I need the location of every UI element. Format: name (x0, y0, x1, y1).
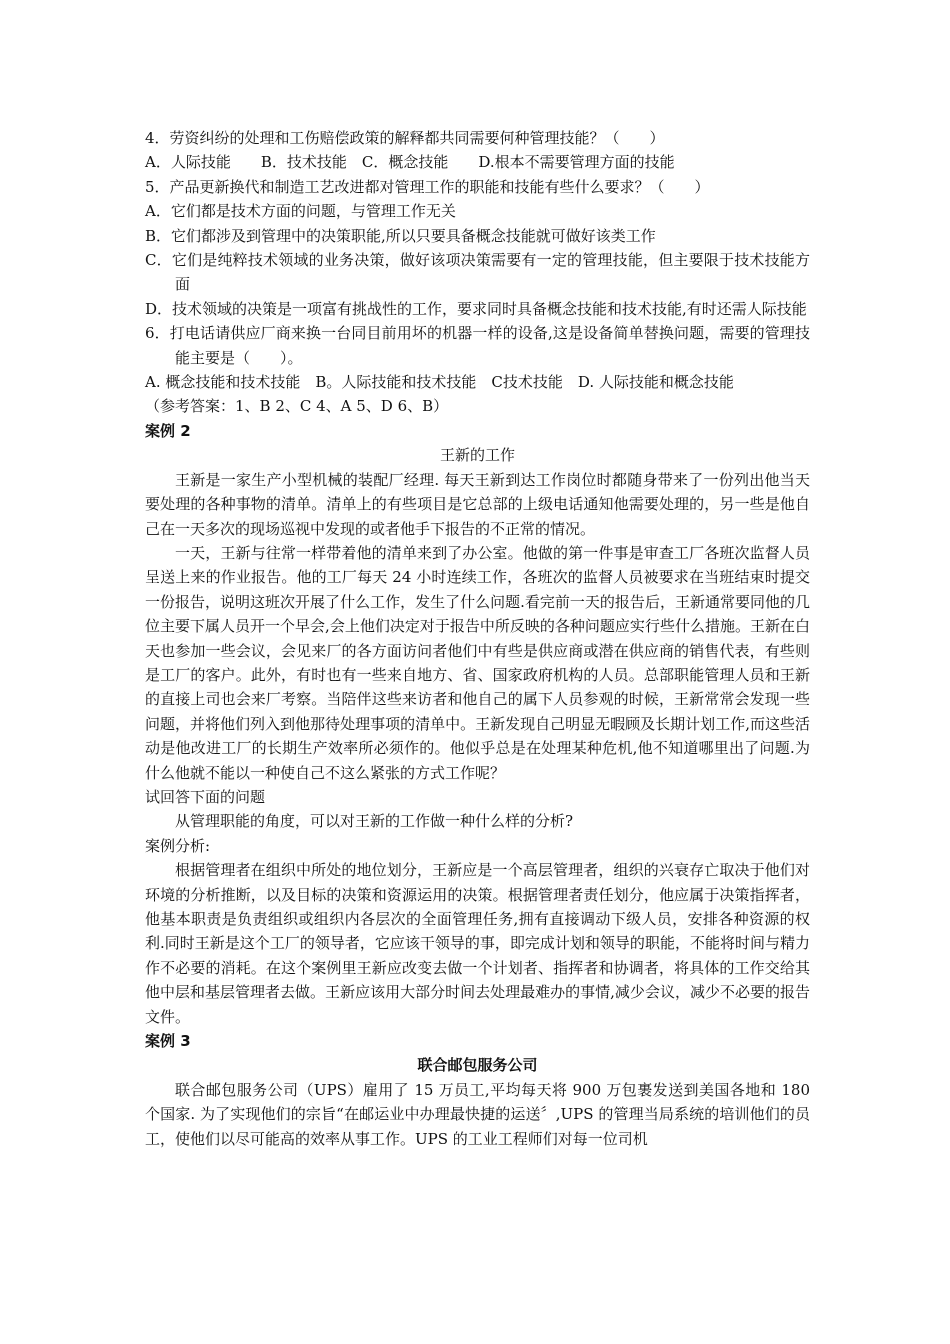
case-2-analysis: 根据管理者在组织中所处的地位划分，王新应是一个高层管理者，组织的兴衰存亡取决于他们对环境的分析推断，以及目标的决策和资源运用的决策。根据管理者责任划分，他应属于决策指挥者，他基本职责是负责组织或组织内各层次的全面管理任务,拥有直接调动下级人员，安排各种资源的权利.同时王新是这个工厂的领导者，它应该干领导的事，即完成计划和领导的职能，不能将时间与精力作不必要的消耗。在这个案例里王新应改变去做一个计划者、指挥者和协调者，将具体的工作交给其他中层和基层管理者去做。王新应该用大部分时间去处理最难办的事情,减少会议，减少不必要的报告文件。 (145, 861, 810, 1026)
question-5-option-b: B．它们都涉及到管理中的决策职能,所以只要具备概念技能就可做好该类工作 (145, 226, 656, 245)
case-3-paragraph-1: 联合邮包服务公司（UPS）雇用了 15 万员工,平均每天将 900 万包裹发送到美国各地和 180 个国家. 为了实现他们的宗旨“在邮运业中办理最快捷的运送〞,UPS 的管理当局系统的培训他们的员工，使他们以尽可能高的效率从事工作。UPS 的工业工程师们对每一位司机 (145, 1080, 810, 1148)
question-5-option-a: A．它们都是技术方面的问题，与管理工作无关 (145, 202, 456, 221)
question-6: 6．打电话请供应厂商来换一台同目前用坏的机器一样的设备,这是设备简单替换问题，需要的管理技能主要是（ ）。 (145, 324, 810, 367)
case-2-label: 案例 2 (145, 421, 191, 440)
question-4-options: A．人际技能 B．技术技能 C．概念技能 D.根本不需要管理方面的技能 (145, 153, 675, 172)
document-page (145, 126, 810, 1151)
question-6-options: A. 概念技能和技术技能 B。人际技能和技术技能 C技术技能 D. 人际技能和概念技能 (145, 373, 734, 392)
question-5-option-c: C．它们是纯粹技术领域的业务决策，做好该项决策需要有一定的管理技能，但主要限于技术技能方面 (145, 251, 810, 294)
case-2-paragraph-2: 一天，王新与往常一样带着他的清单来到了办公室。他做的第一件事是审查工厂各班次监督人员呈送上来的作业报告。他的工厂每天 24 小时连续工作，各班次的监督人员被要求在当班结束时提交一份报告，说明这班次开展了什么工作，发生了什么问题.看完前一天的报告后，王新通常要同他的几位主要下属人员开一个早会,会上他们决定对于报告中所反映的各种问题应实行些什么措施。王新在白天也参加一些会议，会见来厂的各方面访问者他们中有些是供应商或潜在供应商的销售代表，有些则是工厂的客户。此外，有时也有一些来自地方、省、国家政府机构的人员。总部职能管理人员和王新的直接上司也会来厂考察。当陪伴这些来访者和他自己的属下人员参观的时候，王新常常会发现一些问题，并将他们列入到他那待处理事项的清单中。王新发现自己明显无暇顾及长期计划工作,而这些活动是他改进工厂的长期生产效率所必须作的。他似乎总是在处理某种危机,他不知道哪里出了问题.为什么他就不能以一种使自己不这么紧张的方式工作呢？ (145, 543, 810, 782)
case-2-paragraph-1: 王新是一家生产小型机械的装配厂经理. 每天王新到达工作岗位时都随身带来了一份列出他当天要处理的各种事物的清单。清单上的有些项目是它总部的上级电话通知他需要处理的，另一些是他自己在一天多次的现场巡视中发现的或者他手下报告的不正常的情况。 (145, 470, 810, 538)
case-3-title: 联合邮包服务公司 (417, 1056, 538, 1075)
case-2-prompt: 试回答下面的问题 (145, 787, 266, 806)
question-5-option-d: D．技术领域的决策是一项富有挑战性的工作，要求同时具备概念技能和技术技能,有时还需人际技能 (145, 299, 807, 318)
question-5: 5．产品更新换代和制造工艺改进都对管理工作的职能和技能有些什么要求？（ ） (145, 177, 710, 196)
case-2-title: 王新的工作 (439, 446, 515, 465)
answer-key: （参考答案：1、B 2、C 4、A 5、D 6、B） (145, 397, 449, 416)
case-3-label: 案例 3 (145, 1032, 191, 1051)
question-4: 4．劳资纠纷的处理和工伤赔偿政策的解释都共同需要何种管理技能？（ ） (145, 129, 665, 147)
case-2-question: 从管理职能的角度，可以对王新的工作做一种什么样的分析? (175, 812, 574, 831)
case-2-analysis-label: 案例分析: (145, 836, 211, 855)
